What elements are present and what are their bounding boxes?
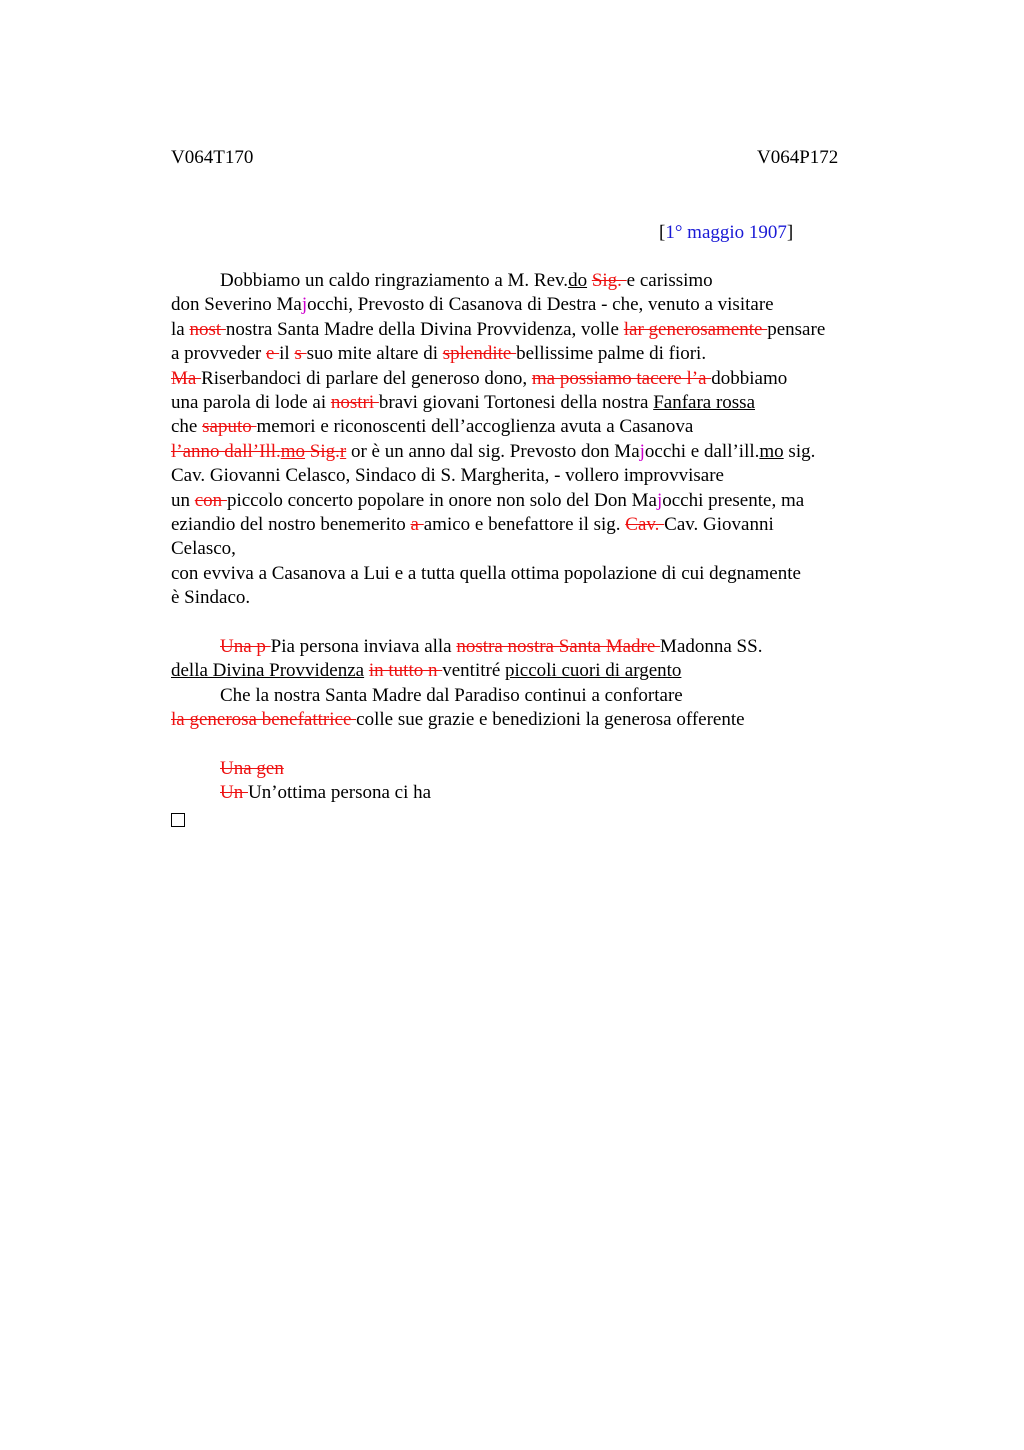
- document-body: [171, 269, 891, 830]
- inserted-letter: j: [301, 294, 308, 316]
- text: che: [171, 416, 203, 438]
- text-line: [171, 659, 891, 683]
- text-line: [171, 367, 891, 391]
- deleted-text: Sig.: [591, 270, 627, 291]
- deleted-text: nostri: [330, 391, 379, 413]
- inserted-letter: j: [656, 489, 663, 511]
- text: sig.: [783, 440, 816, 462]
- text-line: [171, 781, 891, 805]
- text: il: [279, 343, 295, 365]
- text-line: [171, 440, 891, 464]
- square-marker-icon: [171, 813, 185, 827]
- text: e carissimo: [626, 270, 713, 291]
- text-line: [171, 757, 891, 781]
- text: occhi e dall’ill.: [644, 440, 760, 462]
- date-text: 1° maggio 1907: [665, 222, 787, 243]
- text: don Severino Ma: [171, 294, 302, 316]
- text: nostra Santa Madre della Divina Provvidenza, volle: [225, 318, 624, 340]
- text-line: [171, 537, 891, 561]
- text-line: [171, 586, 891, 610]
- text-line: [171, 562, 891, 586]
- deleted-text: Sig.: [305, 440, 340, 462]
- deleted-text: Cav.: [625, 513, 665, 535]
- underlined-text: della Divina Provvidenza: [171, 660, 365, 682]
- deleted-text: l’anno dall’Ill.: [171, 440, 281, 462]
- date-bracket-open: [: [659, 222, 666, 243]
- text: piccolo concerto popolare in onore non solo del Don Ma: [226, 489, 657, 511]
- deleted-text: ma possiamo tacere l’a: [531, 367, 712, 389]
- deleted-text: Ma: [171, 367, 202, 389]
- deleted-text: Un: [220, 782, 248, 804]
- date-line: [659, 221, 793, 245]
- text: occhi presente, ma: [662, 489, 805, 511]
- text: pensare: [767, 318, 826, 340]
- text: una parola di lode ai: [171, 391, 331, 413]
- text-line: [171, 513, 891, 537]
- text: amico e benefattore il sig.: [423, 513, 626, 535]
- text-line: [171, 269, 891, 293]
- text: Dobbiamo un caldo ringraziamento a M. Rev.: [220, 270, 569, 291]
- deleted-text: s: [294, 343, 307, 365]
- deleted-underlined-text: r: [339, 440, 347, 462]
- text: suo mite altare di: [306, 343, 443, 365]
- text: Pia persona inviava alla: [270, 635, 457, 657]
- deleted-text: nostra nostra Santa Madre: [456, 635, 661, 657]
- text: Riserbandoci di parlare del generoso dono,: [201, 367, 532, 389]
- deleted-text: a: [410, 513, 424, 535]
- text: è Sindaco.: [171, 587, 251, 609]
- text: bravi giovani Tortonesi della nostra: [378, 391, 654, 413]
- text-line: [171, 391, 891, 415]
- text: memori e riconoscenti dell’accoglienza avuta a Casanova: [256, 416, 694, 438]
- text: bellissime palme di fiori.: [516, 343, 707, 365]
- deleted-text: nost: [189, 318, 226, 340]
- text: Celasco,: [171, 538, 236, 560]
- text-line: [171, 464, 891, 488]
- deleted-text: in tutto n: [368, 660, 443, 682]
- text: con evviva a Casanova a Lui e a tutta quella ottima popolazione di cui degnamente: [171, 562, 801, 584]
- paragraph-gap: [171, 732, 891, 756]
- right-code: V064P172: [757, 147, 839, 168]
- underlined-text: piccoli cuori di argento: [505, 660, 682, 682]
- text-line: [171, 342, 891, 366]
- deleted-text: Una p: [220, 635, 271, 657]
- text: Cav. Giovanni: [664, 513, 774, 535]
- text-line: [171, 684, 891, 708]
- text-line: [171, 415, 891, 439]
- underlined-text: mo: [759, 440, 784, 462]
- deleted-text: lar generosamente: [623, 318, 768, 340]
- deleted-text: la generosa benefattrice: [171, 709, 357, 731]
- text: ventitré: [442, 660, 506, 682]
- underlined-text: Fanfara rossa: [653, 391, 756, 413]
- text: occhi, Prevosto di Casanova di Destra - che, venuto a visitare: [307, 294, 774, 316]
- end-marker-line: [171, 806, 891, 830]
- text-line: [171, 708, 891, 732]
- text: a provveder: [171, 343, 266, 365]
- text: Cav. Giovanni Celasco, Sindaco di S. Margherita, - vollero improvvisare: [171, 465, 724, 487]
- text: Un’ottima persona ci ha: [247, 782, 432, 804]
- deleted-text: splendite: [442, 343, 517, 365]
- inserted-letter: j: [639, 440, 645, 462]
- deleted-text: Una gen: [220, 757, 284, 779]
- date-bracket-close: ]: [786, 222, 794, 243]
- underlined-text: do: [568, 270, 588, 291]
- text: Che la nostra Santa Madre dal Paradiso continui a confortare: [220, 684, 683, 706]
- text: eziandio del nostro benemerito: [171, 513, 411, 535]
- left-code: V064T170: [171, 147, 254, 168]
- text-line: [171, 318, 891, 342]
- text: colle sue grazie e benedizioni la generosa offerente: [356, 709, 745, 731]
- deleted-text: con: [194, 489, 227, 511]
- text: dobbiamo: [711, 367, 788, 389]
- deleted-text: saputo: [202, 416, 257, 438]
- text-line: [171, 489, 891, 513]
- paragraph-gap: [171, 610, 891, 634]
- text-line: [171, 293, 891, 317]
- deleted-text: e: [265, 343, 280, 365]
- deleted-underlined-text: mo: [280, 440, 306, 462]
- text: Madonna SS.: [660, 635, 763, 657]
- text-line: [171, 635, 891, 659]
- text: un: [171, 489, 195, 511]
- text: la: [171, 318, 190, 340]
- text: or è un anno dal sig. Prevosto don Ma: [346, 440, 640, 462]
